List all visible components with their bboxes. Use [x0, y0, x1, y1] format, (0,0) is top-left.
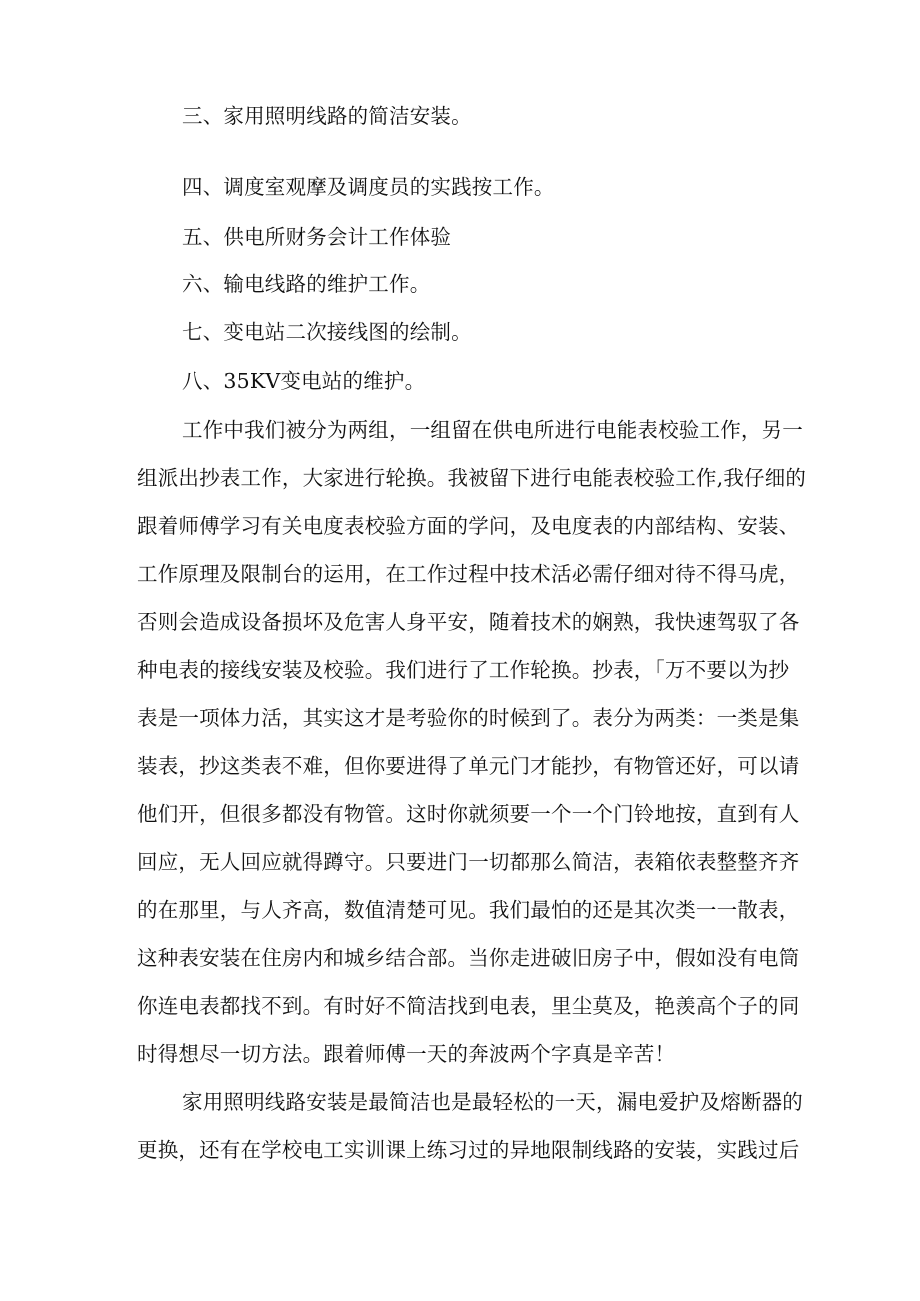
paragraph-1-line-1: 工作中我们被分为两组，一组留在供电所进行电能表校验工作，另一	[182, 418, 803, 442]
paragraph-1-line-2: 组派出抄表工作，大家进行轮换。我被留下进行电能表校验工作,我仔细的	[137, 466, 807, 490]
paragraph-2-line-2: 更换，还有在学校电工实训课上练习过的异地限制线路的安装，实践过后	[137, 1138, 800, 1162]
list-item-3: 三、家用照明线路的简洁安装。	[182, 104, 472, 128]
list-item-8: 八、35KV变电站的维护。	[182, 369, 426, 393]
paragraph-1-line-5: 否则会造成设备损坏及危害人身平安，随着技术的娴熟，我快速驾驭了各	[137, 610, 800, 634]
paragraph-1-line-13: 你连电表都找不到。有时好不简洁找到电表，里尘莫及，艳羡高个子的同	[137, 994, 800, 1018]
paragraph-1-line-9: 他们开，但很多都没有物管。这时你就须要一个一个门铃地按，直到有人	[137, 802, 800, 826]
list-item-6: 六、输电线路的维护工作。	[182, 272, 431, 296]
paragraph-1-line-3: 跟着师傅学习有关电度表校验方面的学问，及电度表的内部结构、安装、	[137, 514, 800, 538]
paragraph-1-line-12: 这种表安装在住房内和城乡结合部。当你走进破旧房子中，假如没有电筒	[137, 946, 800, 970]
paragraph-1-line-14: 时得想尽一切方法。跟着师傅一天的奔波两个字真是辛苦！	[137, 1042, 676, 1066]
paragraph-1-line-7: 表是一项体力活，其实这才是考验你的时候到了。表分为两类：一类是集	[137, 706, 800, 730]
paragraph-1-line-8: 装表，抄这类表不难，但你要进得了单元门才能抄，有物管还好，可以请	[137, 754, 800, 778]
list-item-5: 五、供电所财务会计工作体验	[182, 225, 452, 249]
list-item-4: 四、调度室观摩及调度员的实践按工作。	[182, 175, 555, 199]
paragraph-2-line-1: 家用照明线路安装是最简洁也是最轻松的一天，漏电爱护及熔断器的	[182, 1090, 803, 1114]
paragraph-1-line-4: 工作原理及限制台的运用，在工作过程中技术活必需仔细对待不得马虎，	[137, 562, 800, 586]
paragraph-1-line-11: 的在那里，与人齐高，数值清楚可见。我们最怕的还是其次类一一散表，	[137, 898, 800, 922]
list-item-7: 七、变电站二次接线图的绘制。	[182, 320, 472, 344]
paragraph-1-line-6: 种电表的接线安装及校验。我们进行了工作轮换。抄表，「万不要以为抄	[137, 658, 790, 682]
paragraph-1-line-10: 回应，无人回应就得蹲守。只要进门一切都那么简洁，表箱依表整整齐齐	[137, 850, 800, 874]
